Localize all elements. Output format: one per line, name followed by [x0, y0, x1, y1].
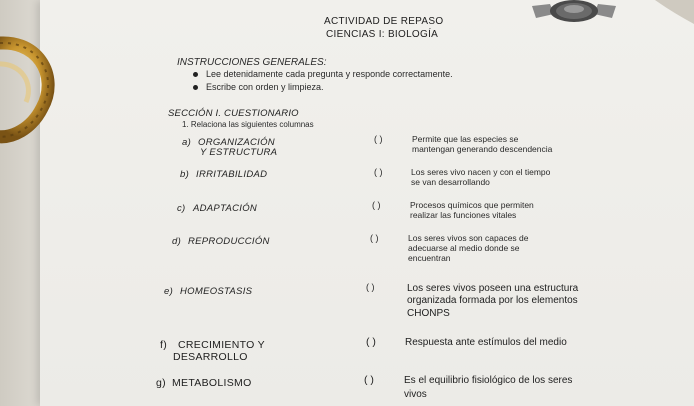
item-letter: c)	[177, 203, 186, 214]
gold-bracelet-image	[0, 36, 60, 146]
item-term: ORGANIZACIÓN	[198, 137, 275, 148]
answer-blank[interactable]: ( )	[366, 282, 375, 292]
item-definition: se van desarrollando	[411, 177, 490, 187]
medal-ribbon-image	[532, 0, 616, 26]
item-letter: d)	[172, 236, 182, 247]
item-letter: b)	[180, 169, 190, 180]
bullet-dot	[193, 85, 198, 90]
item-letter: g)	[156, 377, 166, 389]
item-definition: realizar las funciones vitales	[410, 210, 517, 220]
answer-blank[interactable]: ( )	[372, 200, 381, 210]
item-definition: Los seres vivo nacen y con el tiempo	[411, 167, 551, 177]
instruction-bullet: Lee detenidamente cada pregunta y responde correctamente.	[206, 69, 453, 79]
section-title: SECCIÓN I. CUESTIONARIO	[168, 108, 299, 119]
item-definition: Permite que las especies se	[412, 134, 519, 144]
item-letter: f)	[160, 339, 168, 351]
answer-blank[interactable]: ( )	[364, 374, 374, 386]
item-definition: adecuarse al medio donde se	[408, 243, 520, 253]
instructions-heading: INSTRUCCIONES GENERALES:	[177, 57, 327, 68]
section-instruction: 1. Relaciona las siguientes columnas	[182, 120, 314, 129]
item-definition: encuentran	[408, 253, 451, 263]
item-term: REPRODUCCIÓN	[188, 236, 270, 247]
item-definition: mantengan generando descendencia	[412, 144, 553, 154]
item-definition: Respuesta ante estímulos del medio	[405, 337, 567, 348]
instruction-bullet: Escribe con orden y limpieza.	[206, 82, 324, 92]
item-term: CRECIMIENTO Y	[178, 339, 265, 351]
item-term: METABOLISMO	[172, 377, 252, 389]
item-definition: Procesos químicos que permiten	[410, 200, 534, 210]
item-term: DESARROLLO	[173, 351, 248, 363]
item-definition: organizada formada por los elementos	[407, 295, 578, 306]
worksheet-title: ACTIVIDAD DE REPASO	[324, 16, 444, 27]
answer-blank[interactable]: ( )	[366, 336, 376, 348]
item-definition: Los seres vivos poseen una estructura	[407, 283, 579, 294]
answer-blank[interactable]: ( )	[374, 134, 383, 144]
item-term: Y ESTRUCTURA	[200, 147, 278, 158]
item-term: ADAPTACIÓN	[193, 203, 258, 214]
item-term: IRRITABILIDAD	[196, 169, 268, 180]
item-definition: vivos	[404, 389, 427, 400]
item-term: HOMEOSTASIS	[180, 286, 253, 297]
answer-blank[interactable]: ( )	[374, 167, 383, 177]
item-definition: Los seres vivos son capaces de	[408, 233, 529, 243]
paper-corner-fold	[655, 0, 694, 24]
item-letter: e)	[164, 286, 174, 297]
item-definition: Es el equilibrio fisiológico de los seres	[404, 375, 573, 386]
item-definition: CHONPS	[407, 308, 450, 319]
worksheet-subtitle: CIENCIAS I: BIOLOGÍA	[326, 29, 439, 40]
item-letter: a)	[182, 137, 192, 148]
answer-blank[interactable]: ( )	[370, 233, 379, 243]
bullet-dot	[193, 72, 198, 77]
